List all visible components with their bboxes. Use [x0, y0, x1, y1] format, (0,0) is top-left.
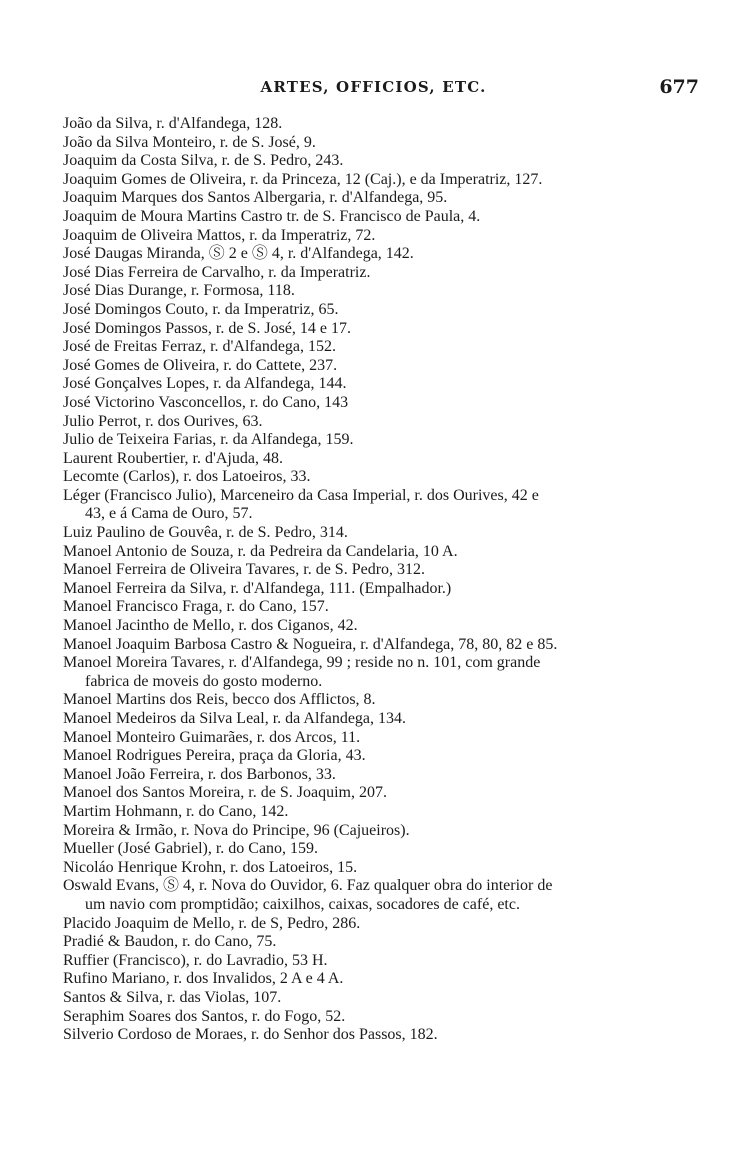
entry-text: Manoel Ferreira de Oliveira Tavares, r. de S. Pedro, 312. [63, 561, 426, 579]
directory-entry [63, 952, 711, 971]
entry-list [63, 115, 711, 1045]
entry-text: Rufino Mariano, r. dos Invalidos, 2 A e 4 A. [63, 970, 344, 988]
entry-text: José Domingos Passos, r. de S. José, 14 e 17. [63, 319, 352, 337]
entry-text: João da Silva, r. d'Alfandega, 128. [63, 115, 283, 132]
directory-entry [63, 282, 711, 301]
entry-text: Ruffier (Francisco), r. do Lavradio, 53 H. [63, 951, 328, 969]
entry-text: Joaquim de Oliveira Mattos, r. da Imperatriz, 72. [63, 226, 376, 244]
entry-text: José Dias Ferreira de Carvalho, r. da Imperatriz. [63, 263, 371, 281]
directory-entry [63, 394, 711, 413]
directory-entry [63, 822, 711, 841]
entry-text: José Daugas Miranda, Ⓢ 2 e Ⓢ 4, r. d'Alfandega, 142. [63, 245, 414, 263]
directory-entry [63, 1026, 711, 1045]
entry-text: Nicoláo Henrique Krohn, r. dos Latoeiros, 15. [63, 858, 358, 876]
entry-text: Joaquim da Costa Silva, r. de S. Pedro, 243. [63, 152, 344, 170]
directory-entry [63, 227, 711, 246]
directory-entry [63, 691, 711, 710]
directory-entry [63, 654, 711, 691]
entry-text: José Dias Durange, r. Formosa, 118. [63, 282, 295, 300]
directory-entry [63, 636, 711, 655]
directory-entry [63, 561, 711, 580]
directory-entry [63, 524, 711, 543]
entry-text: Manoel Medeiros da Silva Leal, r. da Alfandega, 134. [63, 710, 407, 727]
entry-text: Silverio Cordoso de Moraes, r. do Senhor dos Passos, 182. [63, 1026, 438, 1044]
entry-text: Julio de Teixeira Farias, r. da Alfandega, 159. [63, 431, 354, 449]
entry-text: Léger (Francisco Julio), Marceneiro da Casa Imperial, r. dos Ourives, 42 e [63, 486, 539, 504]
directory-entry [63, 970, 711, 989]
entry-text: Joaquim Marques dos Santos Albergaria, r. d'Alfandega, 95. [63, 189, 448, 207]
directory-entry [63, 487, 711, 524]
directory-entry [63, 1008, 711, 1027]
section-title: ARTES, OFFICIOS, ETC. [260, 78, 487, 96]
entry-text: João da Silva Monteiro, r. de S. José, 9. [63, 133, 316, 151]
entry-text: Julio Perrot, r. dos Ourives, 63. [63, 412, 263, 430]
directory-entry [63, 710, 711, 729]
entry-text: Placido Joaquim de Mello, r. de S, Pedro, 286. [63, 914, 361, 932]
entry-continuation: fabrica de moveis do gosto moderno. [85, 672, 323, 690]
entry-continuation: 43, e á Cama de Ouro, 57. [85, 505, 253, 523]
entry-text: Laurent Roubertier, r. d'Ajuda, 48. [63, 449, 283, 467]
directory-entry [63, 915, 711, 934]
directory-entry [63, 729, 711, 748]
entry-text: Oswald Evans, Ⓢ 4, r. Nova do Ouvidor, 6. Faz qualquer obra do interior de [63, 877, 553, 895]
directory-entry [63, 580, 711, 599]
directory-entry [63, 152, 711, 171]
entry-text: José Domingos Couto, r. da Imperatriz, 65. [63, 300, 339, 318]
directory-entry [63, 245, 711, 264]
entry-text: Mueller (José Gabriel), r. do Cano, 159. [63, 840, 319, 858]
directory-entry [63, 320, 711, 339]
entry-text: Joaquim de Moura Martins Castro tr. de S. Francisco de Paula, 4. [63, 207, 481, 225]
entry-text: Manoel Moreira Tavares, r. d'Alfandega, 99 ; reside no n. 101, com grande [63, 654, 541, 672]
entry-text: Seraphim Soares dos Santos, r. do Fogo, 52. [63, 1007, 346, 1025]
page-number: 677 [659, 76, 699, 98]
entry-text: Lecomte (Carlos), r. dos Latoeiros, 33. [63, 468, 311, 486]
directory-entry [63, 468, 711, 487]
directory-entry [63, 301, 711, 320]
entry-text: Manoel Jacintho de Mello, r. dos Ciganos, 42. [63, 617, 358, 635]
entry-text: Manoel dos Santos Moreira, r. de S. Joaquim, 207. [63, 784, 387, 802]
directory-entry [63, 840, 711, 859]
entry-text: Manoel João Ferreira, r. dos Barbonos, 33. [63, 765, 336, 783]
directory-entry [63, 877, 711, 914]
entry-text: Manoel Ferreira da Silva, r. d'Alfandega, 111. (Empalhador.) [63, 579, 452, 597]
directory-entry [63, 134, 711, 153]
entry-text: José Gonçalves Lopes, r. da Alfandega, 144. [63, 375, 347, 393]
entry-text: José Gomes de Oliveira, r. do Cattete, 237. [63, 356, 338, 374]
entry-text: Manoel Monteiro Guimarães, r. dos Arcos, 11. [63, 728, 361, 746]
directory-entry [63, 617, 711, 636]
directory-entry [63, 375, 711, 394]
directory-entry [63, 413, 711, 432]
entry-text: Manoel Francisco Fraga, r. do Cano, 157. [63, 598, 329, 616]
directory-entry [63, 431, 711, 450]
entry-text: Manoel Rodrigues Pereira, praça da Gloria, 43. [63, 747, 366, 765]
directory-entry [63, 543, 711, 562]
entry-text: Luiz Paulino de Gouvêa, r. de S. Pedro, 314. [63, 524, 348, 542]
directory-entry [63, 264, 711, 283]
entry-text: Manoel Joaquim Barbosa Castro & Nogueira, r. d'Alfandega, 78, 80, 82 e 85. [63, 635, 558, 653]
entry-text: José Victorino Vasconcellos, r. do Cano, 143 [63, 393, 349, 411]
entry-text: Manoel Antonio de Souza, r. da Pedreira da Candelaria, 10 A. [63, 542, 458, 560]
entry-continuation: um navio com promptidão; caixilhos, caixas, socadores de café, etc. [85, 895, 520, 913]
entry-text: Joaquim Gomes de Oliveira, r. da Princeza, 12 (Caj.), e da Imperatriz, 127. [63, 170, 543, 188]
directory-entry [63, 450, 711, 469]
directory-entry [63, 338, 711, 357]
entry-text: Martim Hohmann, r. do Cano, 142. [63, 802, 289, 820]
directory-entry [63, 859, 711, 878]
directory-entry [63, 784, 711, 803]
directory-entry [63, 598, 711, 617]
directory-entry [63, 357, 711, 376]
directory-entry [63, 766, 711, 785]
directory-entry [63, 989, 711, 1008]
entry-text: Manoel Martins dos Reis, becco dos Afflictos, 8. [63, 691, 376, 709]
directory-entry [63, 115, 711, 134]
entry-text: Santos & Silva, r. das Violas, 107. [63, 988, 282, 1006]
directory-entry [63, 933, 711, 952]
entry-text: Pradié & Baudon, r. do Cano, 75. [63, 933, 277, 951]
entry-text: Moreira & Irmão, r. Nova do Principe, 96 (Cajueiros). [63, 821, 410, 839]
directory-entry [63, 189, 711, 208]
entry-text: José de Freitas Ferraz, r. d'Alfandega, 152. [63, 338, 337, 356]
directory-entry [63, 803, 711, 822]
directory-entry [63, 171, 711, 190]
directory-entry [63, 208, 711, 227]
directory-entry [63, 747, 711, 766]
